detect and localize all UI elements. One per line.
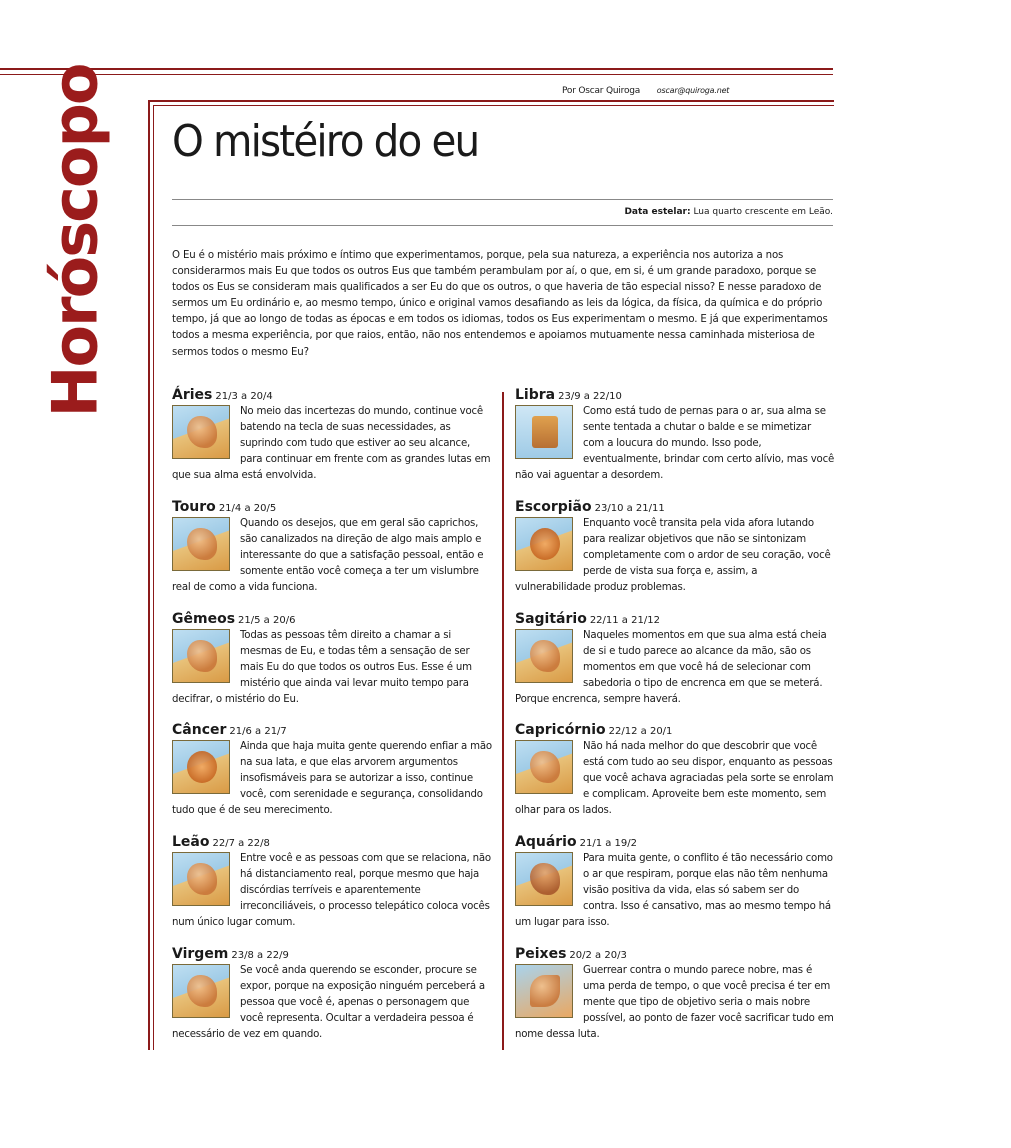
- sign-dates: 20/2 a 20/3: [569, 950, 627, 961]
- sign-name: Sagitário: [515, 611, 587, 627]
- sign-aquario: [515, 835, 835, 931]
- leo-lion-icon: [172, 852, 230, 906]
- sign-text: Enquanto você transita pela vida afora lutando para realizar objetivos que não se sintonizam completamente com o ardor de seu coração, você perde de vista sua força e, assim, a vulnerabilidade produz problemas.: [515, 518, 831, 594]
- sign-dates: 21/1 a 19/2: [579, 838, 637, 849]
- sign-name: Leão: [172, 834, 210, 850]
- page-title: O mistéiro do eu: [172, 116, 479, 167]
- sign-text: Todas as pessoas têm direito a chamar a si mesmas de Eu, e todas têm a sensação de ser mais Eu do que todos os outros Eus. Esse é um mistério que ainda vai levar muito tempo para decifrar, o mistério do Eu.: [172, 630, 472, 706]
- libra-scales-icon: [515, 405, 573, 459]
- sign-dates: 22/11 a 21/12: [589, 615, 660, 626]
- sign-text: Naqueles momentos em que sua alma está cheia de si e tudo parece ao alcance da mão, são os momentos em que você há de selecionar com sabedoria o tipo de encrenca em que se meterá. Porque encrenca, sempre haverá.: [515, 630, 827, 706]
- sign-text: Não há nada melhor do que descobrir que você está com tudo ao seu dispor, enquanto as pessoas que você achava agraciadas pela sorte se enrolam e complicam. Aproveite bem este momento, sem olhar para os lados.: [515, 741, 834, 817]
- sign-name: Áries: [172, 387, 213, 403]
- sign-name: Câncer: [172, 722, 227, 738]
- sign-aries: [172, 388, 492, 484]
- section-title: [30, 64, 120, 418]
- data-estelar-value: Lua quarto crescente em Leão.: [693, 207, 833, 217]
- sign-touro: [172, 500, 492, 596]
- sign-text: Guerrear contra o mundo parece nobre, mas é uma perda de tempo, o que você precisa é ter em mente que tipo de objetivo seria o mais nobre possível, ao ponto de fazer você sacrificar tudo em nome dessa luta.: [515, 965, 834, 1041]
- author-email[interactable]: oscar@quiroga.net: [656, 86, 730, 95]
- sign-text: Ainda que haja muita gente querendo enfiar a mão na sua lata, e que elas arvorem argumentos insofismáveis para se autorizar a isso, continue você, com serenidade e segurança, consolidando tudo que é de seu merecimento.: [172, 741, 492, 817]
- sign-dates: 21/5 a 20/6: [238, 615, 296, 626]
- frame-top-rule: [148, 100, 834, 102]
- sign-cancer: [172, 723, 492, 819]
- sign-dates: 22/7 a 22/8: [212, 838, 270, 849]
- sign-name: Peixes: [515, 946, 567, 962]
- sagittarius-centaur-icon: [515, 629, 573, 683]
- sign-dates: 23/9 a 22/10: [558, 391, 622, 402]
- column-divider: [502, 392, 504, 1050]
- scorpio-scorpion-icon: [515, 517, 573, 571]
- divider: [172, 199, 833, 200]
- divider: [172, 225, 833, 226]
- virgo-maiden-icon: [172, 964, 230, 1018]
- sign-dates: 21/6 a 21/7: [229, 726, 287, 737]
- sign-text: Quando os desejos, que em geral são caprichos, são canalizados na direção de algo mais amplo e interessante do que a satisfação pessoal, então e somente então você começa a ter um vislumbre real de como a vida funciona.: [172, 518, 484, 594]
- sign-text: Se você anda querendo se esconder, procure se expor, porque na exposição ninguém perceberá a pessoa que você é, apenas o personagem que você representa. Ocultar a verdadeira pessoa é necessário de vez em quando.: [172, 965, 485, 1041]
- gemini-twins-icon: [172, 629, 230, 683]
- pisces-fish-icon: [515, 964, 573, 1018]
- sign-name: Touro: [172, 499, 216, 515]
- sign-gemeos: [172, 612, 492, 708]
- byline: [562, 86, 729, 96]
- sign-name: Libra: [515, 387, 556, 403]
- sign-dates: 21/4 a 20/5: [218, 503, 277, 514]
- aries-ram-icon: [172, 405, 230, 459]
- cancer-crab-icon: [172, 740, 230, 794]
- frame-top-rule-thin: [153, 105, 834, 106]
- sign-dates: 23/8 a 22/9: [231, 950, 289, 961]
- sign-name: Capricórnio: [515, 722, 606, 738]
- sign-dates: 22/12 a 20/1: [608, 726, 673, 737]
- sign-text: Para muita gente, o conflito é tão necessário como o ar que respiram, porque elas não têm nenhuma visão positiva da vida, elas só sabem ser do contra. Isso é cansativo, mas ao mesmo tempo há um lugar para isso.: [515, 853, 833, 929]
- capricorn-goat-icon: [515, 740, 573, 794]
- sign-capricornio: [515, 723, 835, 819]
- sign-dates: 21/3 a 20/4: [215, 391, 273, 402]
- top-rule-thin: [0, 74, 833, 75]
- intro-paragraph: O Eu é o mistério mais próximo e íntimo que experimentamos, porque, pela sua natureza, a experiência nos autoriza a nos considerarmos mais Eu que todos os outros Eus que também perambulam por aí, o que, em si, é um grande paradoxo, porque se todos os Eus se consideram mais qualificados a ser Eu do que os outros, o que haveria de tão especial nisso? E nesse paradoxo de sermos um Eu ordinário e, ao mesmo tempo, único e original vamos desafiando as leis da lógica, da física, da química e do próprio tempo, já que ao longo de todas as épocas e em todos os idiomas, todos os Eus experimentam o mesmo. E já que experimentamos todos a mesma experiência, por que raios, então, não nos entendemos e apoiamos mutuamente nessa caminhada misteriosa de sermos todos o mesmo Eu?: [172, 250, 828, 358]
- top-rule: [0, 68, 833, 70]
- sign-text: Entre você e as pessoas com que se relaciona, não há distanciamento real, porque mesmo que haja discórdias terríveis e aparentemente irreconciliáveis, o processo telepático coloca vocês num único lugar comum.: [172, 853, 491, 929]
- sign-name: Aquário: [515, 834, 577, 850]
- data-estelar: [624, 207, 833, 217]
- sign-text: No meio das incertezas do mundo, continue você batendo na tecla de suas necessidades, as suprindo com tudo que estiver ao seu alcance, para continuar em frente com as grandes lutas em que sua alma está envolvida.: [172, 406, 491, 482]
- sign-text: Como está tudo de pernas para o ar, sua alma se sente tentada a chutar o balde e se mimetizar com a loucura do mundo. Isso pode, eventualmente, brindar com certo alívio, mas você não vai aguentar a desordem.: [515, 406, 835, 482]
- frame-left-rule-thin: [153, 105, 154, 1050]
- aquarius-water-bearer-icon: [515, 852, 573, 906]
- taurus-bull-icon: [172, 517, 230, 571]
- sign-name: Gêmeos: [172, 611, 236, 627]
- sign-libra: [515, 388, 835, 484]
- sign-dates: 23/10 a 21/11: [594, 503, 665, 514]
- sign-sagitario: [515, 612, 835, 708]
- sign-escorpiao: [515, 500, 835, 596]
- author-name: Por Oscar Quiroga: [562, 86, 641, 96]
- frame-left-rule: [148, 100, 150, 1050]
- sign-virgem: [172, 947, 492, 1043]
- section-title-text: Horóscopo: [38, 64, 112, 418]
- sign-leao: [172, 835, 492, 931]
- sign-name: Escorpião: [515, 499, 592, 515]
- sign-peixes: [515, 947, 835, 1043]
- data-estelar-label: Data estelar:: [624, 207, 691, 217]
- sign-name: Virgem: [172, 946, 229, 962]
